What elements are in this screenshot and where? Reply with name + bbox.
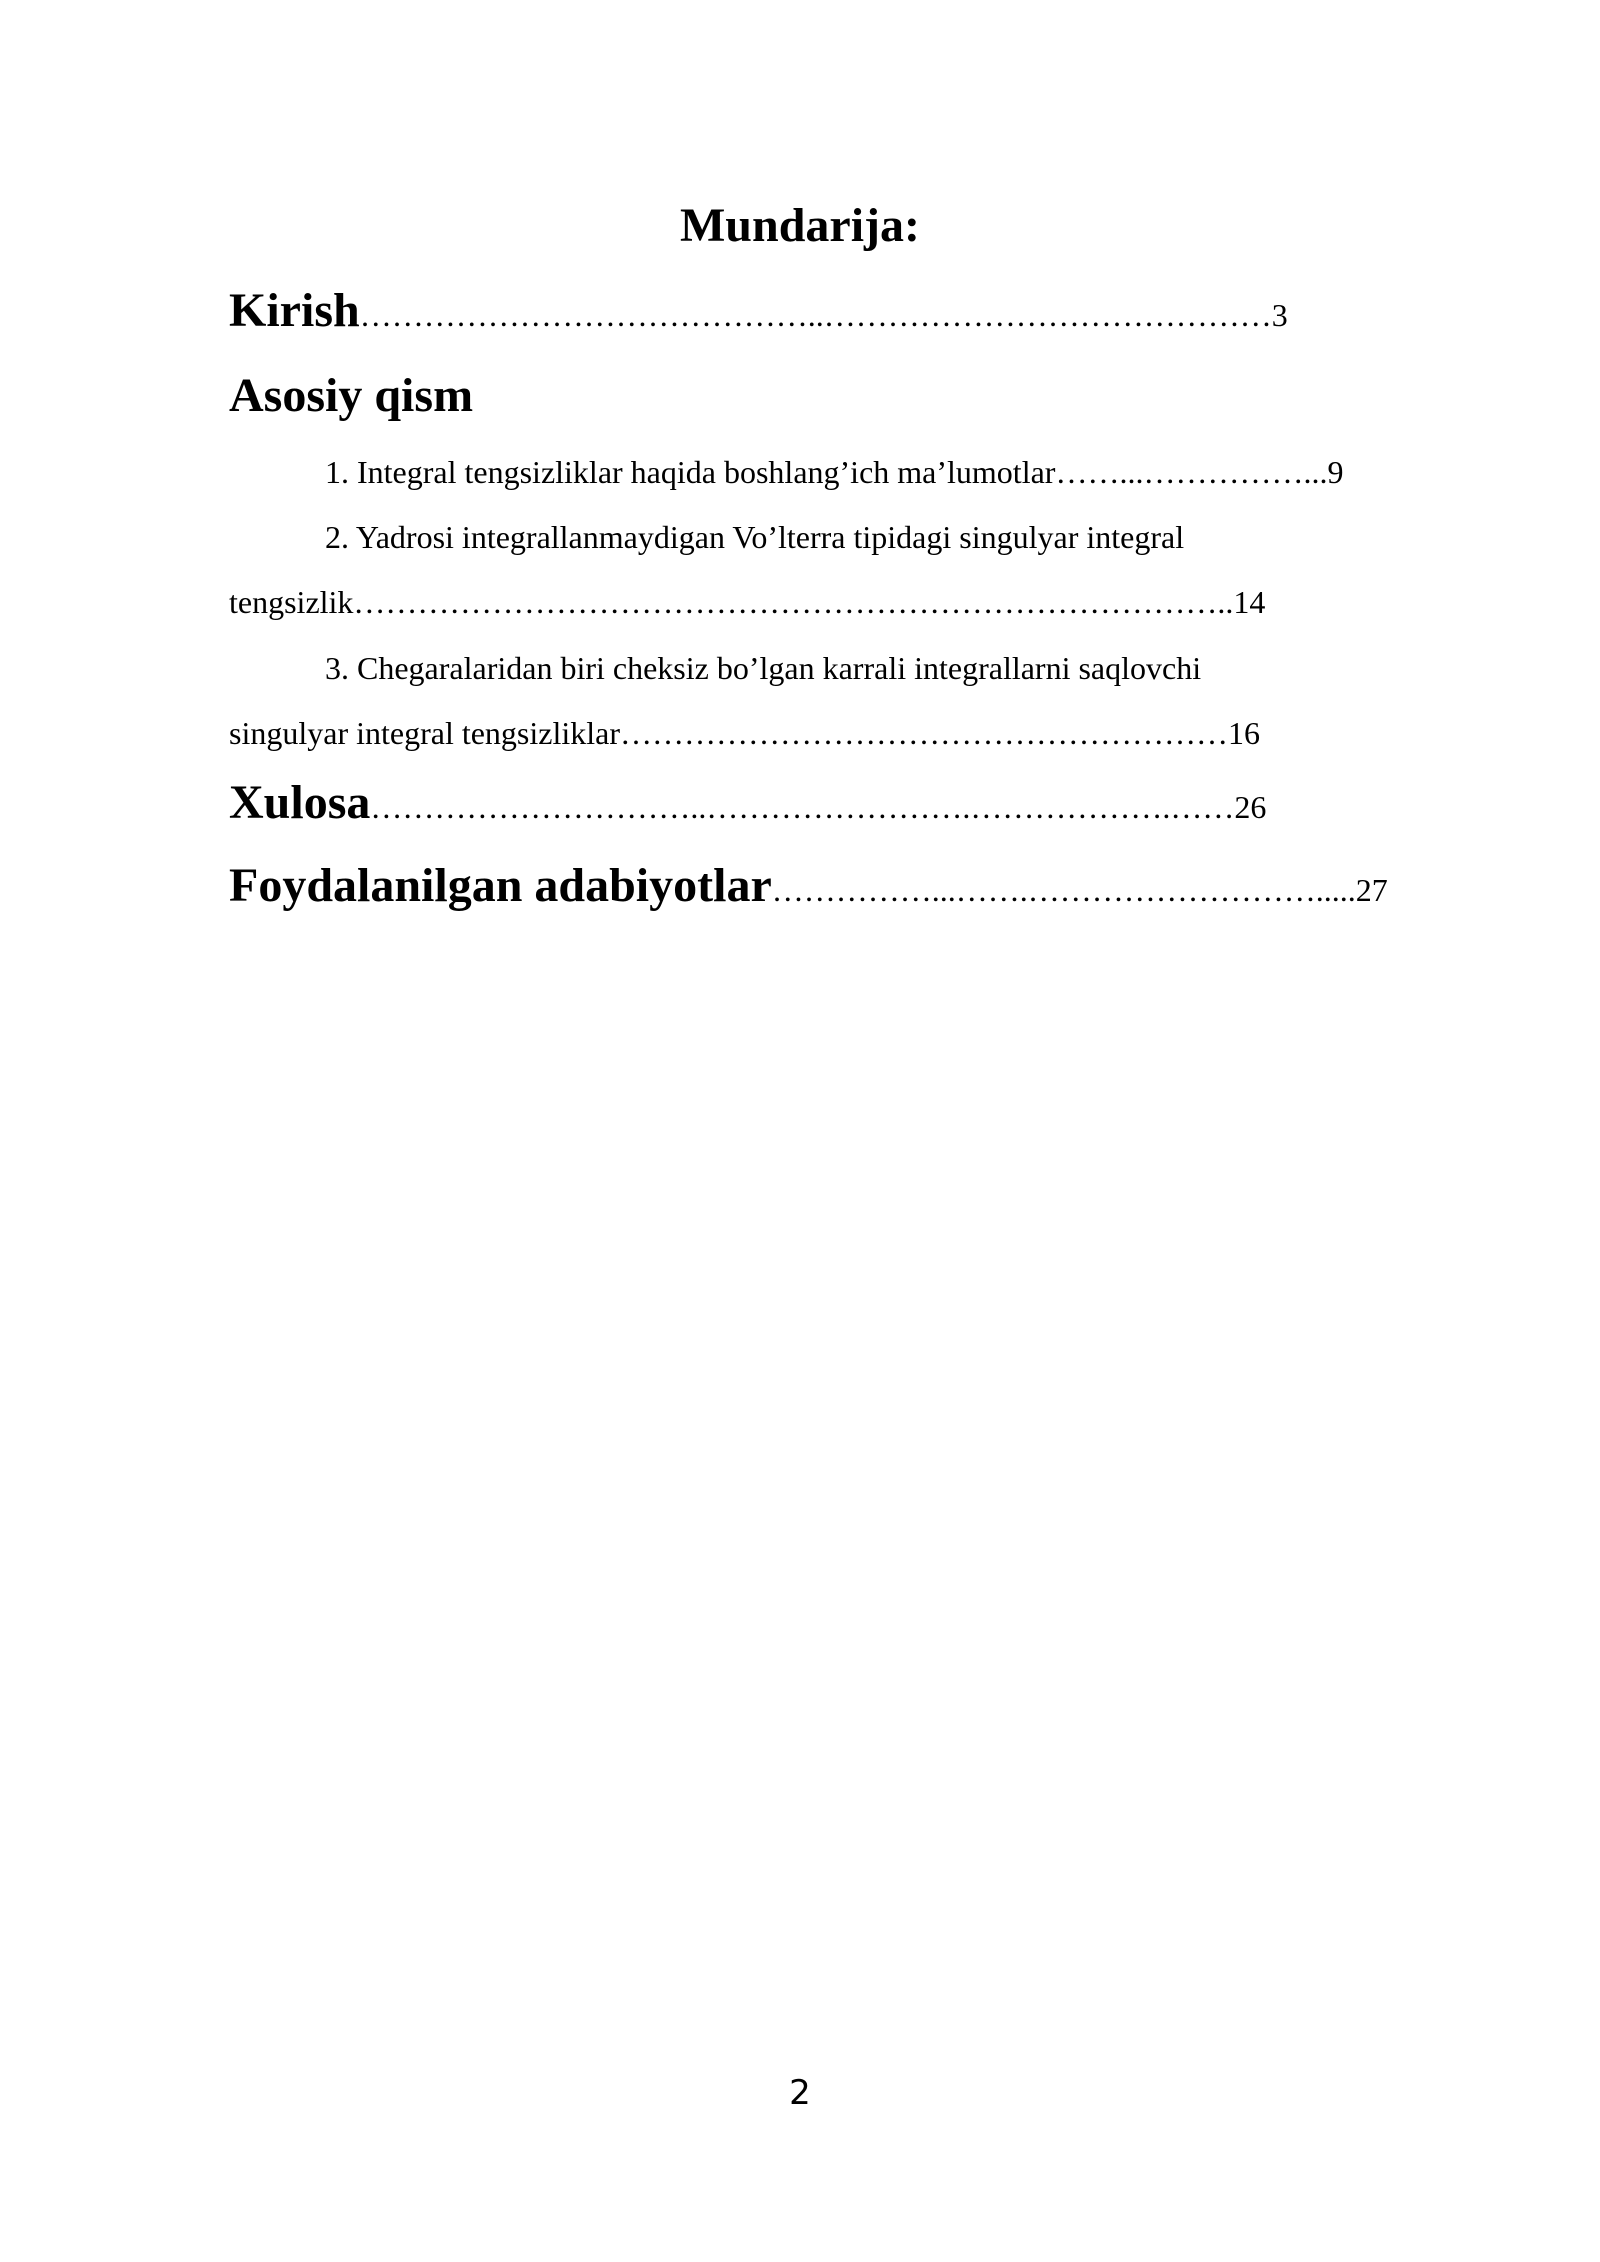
toc-entry-1-leader: ……...……………...9 [1055,454,1344,490]
toc-entry-adabiyotlar-leader: ……………...…….……………………….....27 [771,872,1388,908]
toc-entry-2-line2 [229,582,1489,622]
toc-entry-3-label: singulyar integral tengsizliklar [229,715,620,751]
toc-section-asosiy-qism-label: Asosiy qism [229,369,474,422]
toc-entry-2-leader: ………………………………………………………………………..14 [353,584,1266,620]
toc-entry-kirish [229,283,1489,350]
toc-entry-xulosa [229,775,1489,842]
toc-entry-kirish-leader: ……………………………………..……………………………………3 [359,297,1288,333]
toc-entry-2-line1: 2. Yadrosi integrallanmaydigan Vo’lterra tipidagi singulyar integral [325,519,1185,555]
toc-entry-adabiyotlar-label: Foydalanilgan adabiyotlar [229,859,772,912]
toc-entry-3-line1: 3. Chegaralaridan biri cheksiz bo’lgan karrali integrallarni saqlovchi [325,650,1202,686]
toc-entry-xulosa-label: Xulosa [229,776,371,829]
toc-entry-xulosa-leader: …………………………..…………………….……………….……26 [370,789,1267,825]
page-title: Mundarija: [680,199,920,252]
toc-entry-3-leader: …………………………………………………16 [620,715,1260,751]
page-number: 2 [789,2073,811,2113]
toc-entry-2-label: tengsizlik [229,584,354,620]
toc-entry-1 [325,452,1489,492]
toc-section-asosiy-qism [229,368,1489,435]
toc-entry-adabiyotlar [229,858,1489,925]
toc-entry-1-label: 1. Integral tengsizliklar haqida boshlang’ich ma’lumotlar [325,454,1056,490]
toc-entry-kirish-label: Kirish [229,284,360,337]
toc-entry-3-line2 [229,713,1489,753]
